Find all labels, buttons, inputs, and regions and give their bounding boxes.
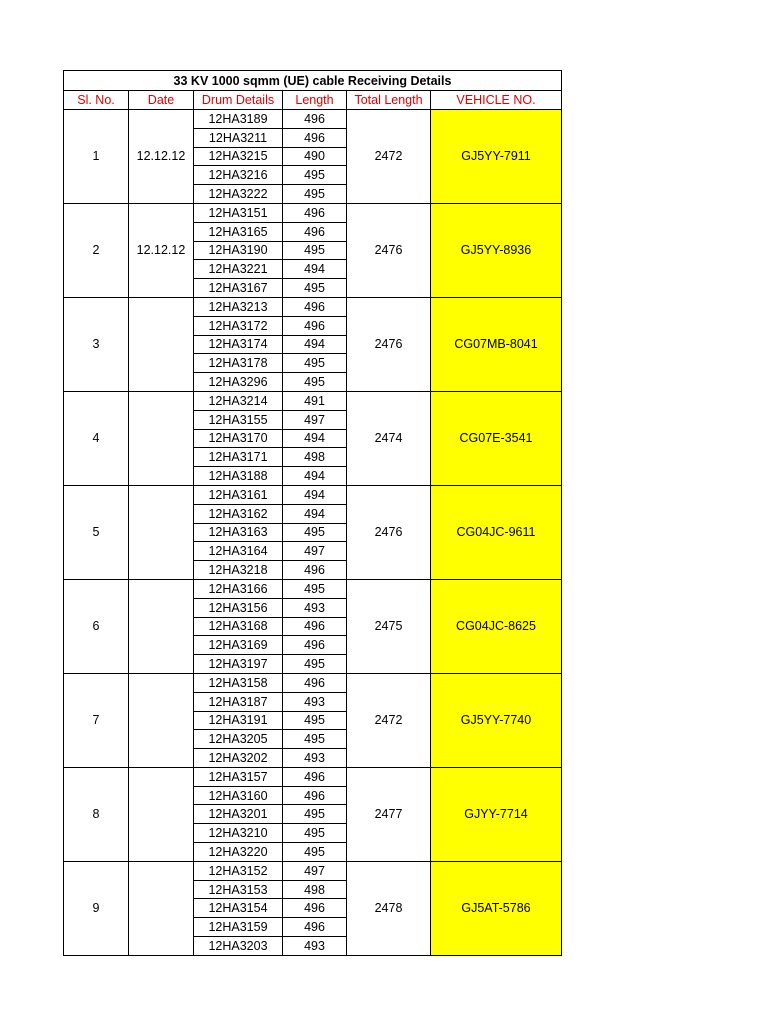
total-length-cell: 2472: [347, 673, 431, 767]
length-cell: 491: [283, 391, 347, 410]
drum-details-cell: 12HA3213: [194, 297, 283, 316]
length-cell: 494: [283, 335, 347, 354]
sl-no-cell: 5: [64, 485, 129, 579]
length-cell: 495: [283, 354, 347, 373]
length-cell: 496: [283, 561, 347, 580]
table-row: [64, 203, 562, 222]
drum-details-cell: 12HA3215: [194, 147, 283, 166]
drum-details-cell: 12HA3216: [194, 166, 283, 185]
drum-details-cell: 12HA3203: [194, 937, 283, 956]
sl-no-cell: 1: [64, 110, 129, 204]
date-cell: [129, 579, 194, 673]
table-row: [64, 767, 562, 786]
table-body: [64, 110, 562, 956]
drum-details-cell: 12HA3170: [194, 429, 283, 448]
length-cell: 496: [283, 899, 347, 918]
date-cell: [129, 391, 194, 485]
length-cell: 497: [283, 861, 347, 880]
total-length-cell: 2476: [347, 297, 431, 391]
length-cell: 498: [283, 448, 347, 467]
drum-details-cell: 12HA3160: [194, 786, 283, 805]
length-cell: 494: [283, 429, 347, 448]
length-cell: 495: [283, 373, 347, 392]
drum-details-cell: 12HA3211: [194, 128, 283, 147]
length-cell: 495: [283, 579, 347, 598]
drum-details-cell: 12HA3178: [194, 354, 283, 373]
vehicle-no-cell: GJ5YY-7740: [431, 673, 562, 767]
length-cell: 495: [283, 843, 347, 862]
drum-details-cell: 12HA3210: [194, 824, 283, 843]
length-cell: 496: [283, 316, 347, 335]
length-cell: 497: [283, 410, 347, 429]
drum-details-cell: 12HA3165: [194, 222, 283, 241]
title-row: [64, 71, 562, 91]
drum-details-cell: 12HA3191: [194, 711, 283, 730]
length-cell: 493: [283, 749, 347, 768]
vehicle-no-cell: CG04JC-8625: [431, 579, 562, 673]
length-cell: 496: [283, 203, 347, 222]
sl-no-cell: 2: [64, 203, 129, 297]
date-cell: 12.12.12: [129, 110, 194, 204]
date-cell: [129, 861, 194, 955]
length-cell: 493: [283, 598, 347, 617]
length-cell: 496: [283, 918, 347, 937]
drum-details-cell: 12HA3214: [194, 391, 283, 410]
drum-details-cell: 12HA3156: [194, 598, 283, 617]
drum-details-cell: 12HA3155: [194, 410, 283, 429]
table-row: [64, 485, 562, 504]
date-cell: [129, 767, 194, 861]
date-cell: [129, 485, 194, 579]
length-cell: 496: [283, 128, 347, 147]
sl-no-cell: 3: [64, 297, 129, 391]
drum-details-cell: 12HA3169: [194, 636, 283, 655]
table-row: [64, 861, 562, 880]
table-row: [64, 673, 562, 692]
header-row: [64, 91, 562, 110]
header-sl-no: Sl. No.: [64, 91, 129, 110]
drum-details-cell: 12HA3164: [194, 542, 283, 561]
drum-details-cell: 12HA3158: [194, 673, 283, 692]
table-title: 33 KV 1000 sqmm (UE) cable Receiving Details: [64, 71, 562, 91]
drum-details-cell: 12HA3187: [194, 692, 283, 711]
sl-no-cell: 7: [64, 673, 129, 767]
length-cell: 494: [283, 467, 347, 486]
length-cell: 497: [283, 542, 347, 561]
header-date: Date: [129, 91, 194, 110]
drum-details-cell: 12HA3153: [194, 880, 283, 899]
vehicle-no-cell: CG07MB-8041: [431, 297, 562, 391]
drum-details-cell: 12HA3202: [194, 749, 283, 768]
drum-details-cell: 12HA3171: [194, 448, 283, 467]
length-cell: 495: [283, 711, 347, 730]
receiving-details-table: [63, 70, 562, 956]
length-cell: 495: [283, 730, 347, 749]
total-length-cell: 2475: [347, 579, 431, 673]
header-length: Length: [283, 91, 347, 110]
length-cell: 495: [283, 824, 347, 843]
length-cell: 494: [283, 504, 347, 523]
drum-details-cell: 12HA3218: [194, 561, 283, 580]
total-length-cell: 2474: [347, 391, 431, 485]
vehicle-no-cell: CG07E-3541: [431, 391, 562, 485]
length-cell: 490: [283, 147, 347, 166]
drum-details-cell: 12HA3201: [194, 805, 283, 824]
drum-details-cell: 12HA3167: [194, 279, 283, 298]
drum-details-cell: 12HA3172: [194, 316, 283, 335]
sl-no-cell: 8: [64, 767, 129, 861]
drum-details-cell: 12HA3166: [194, 579, 283, 598]
total-length-cell: 2476: [347, 485, 431, 579]
drum-details-cell: 12HA3174: [194, 335, 283, 354]
drum-details-cell: 12HA3152: [194, 861, 283, 880]
table-row: [64, 297, 562, 316]
vehicle-no-cell: GJ5AT-5786: [431, 861, 562, 955]
length-cell: 495: [283, 523, 347, 542]
sl-no-cell: 4: [64, 391, 129, 485]
length-cell: 495: [283, 185, 347, 204]
header-total-length: Total Length: [347, 91, 431, 110]
length-cell: 495: [283, 241, 347, 260]
sl-no-cell: 9: [64, 861, 129, 955]
receiving-details-sheet: [63, 70, 561, 956]
date-cell: [129, 673, 194, 767]
sl-no-cell: 6: [64, 579, 129, 673]
drum-details-cell: 12HA3154: [194, 899, 283, 918]
length-cell: 494: [283, 485, 347, 504]
table-row: [64, 391, 562, 410]
length-cell: 495: [283, 805, 347, 824]
total-length-cell: 2478: [347, 861, 431, 955]
length-cell: 496: [283, 767, 347, 786]
date-cell: [129, 297, 194, 391]
length-cell: 496: [283, 617, 347, 636]
date-cell: 12.12.12: [129, 203, 194, 297]
length-cell: 496: [283, 786, 347, 805]
length-cell: 498: [283, 880, 347, 899]
header-vehicle-no: VEHICLE NO.: [431, 91, 562, 110]
length-cell: 495: [283, 655, 347, 674]
drum-details-cell: 12HA3189: [194, 110, 283, 129]
drum-details-cell: 12HA3296: [194, 373, 283, 392]
vehicle-no-cell: GJ5YY-8936: [431, 203, 562, 297]
drum-details-cell: 12HA3188: [194, 467, 283, 486]
drum-details-cell: 12HA3222: [194, 185, 283, 204]
drum-details-cell: 12HA3162: [194, 504, 283, 523]
drum-details-cell: 12HA3197: [194, 655, 283, 674]
drum-details-cell: 12HA3168: [194, 617, 283, 636]
length-cell: 493: [283, 692, 347, 711]
length-cell: 496: [283, 673, 347, 692]
length-cell: 496: [283, 110, 347, 129]
total-length-cell: 2476: [347, 203, 431, 297]
vehicle-no-cell: CG04JC-9611: [431, 485, 562, 579]
drum-details-cell: 12HA3190: [194, 241, 283, 260]
drum-details-cell: 12HA3221: [194, 260, 283, 279]
drum-details-cell: 12HA3205: [194, 730, 283, 749]
length-cell: 496: [283, 297, 347, 316]
drum-details-cell: 12HA3159: [194, 918, 283, 937]
vehicle-no-cell: GJYY-7714: [431, 767, 562, 861]
table-row: [64, 110, 562, 129]
total-length-cell: 2477: [347, 767, 431, 861]
drum-details-cell: 12HA3151: [194, 203, 283, 222]
total-length-cell: 2472: [347, 110, 431, 204]
drum-details-cell: 12HA3161: [194, 485, 283, 504]
length-cell: 496: [283, 222, 347, 241]
length-cell: 493: [283, 937, 347, 956]
length-cell: 495: [283, 279, 347, 298]
drum-details-cell: 12HA3157: [194, 767, 283, 786]
vehicle-no-cell: GJ5YY-7911: [431, 110, 562, 204]
table-row: [64, 579, 562, 598]
length-cell: 496: [283, 636, 347, 655]
drum-details-cell: 12HA3220: [194, 843, 283, 862]
length-cell: 494: [283, 260, 347, 279]
drum-details-cell: 12HA3163: [194, 523, 283, 542]
header-drum-details: Drum Details: [194, 91, 283, 110]
length-cell: 495: [283, 166, 347, 185]
